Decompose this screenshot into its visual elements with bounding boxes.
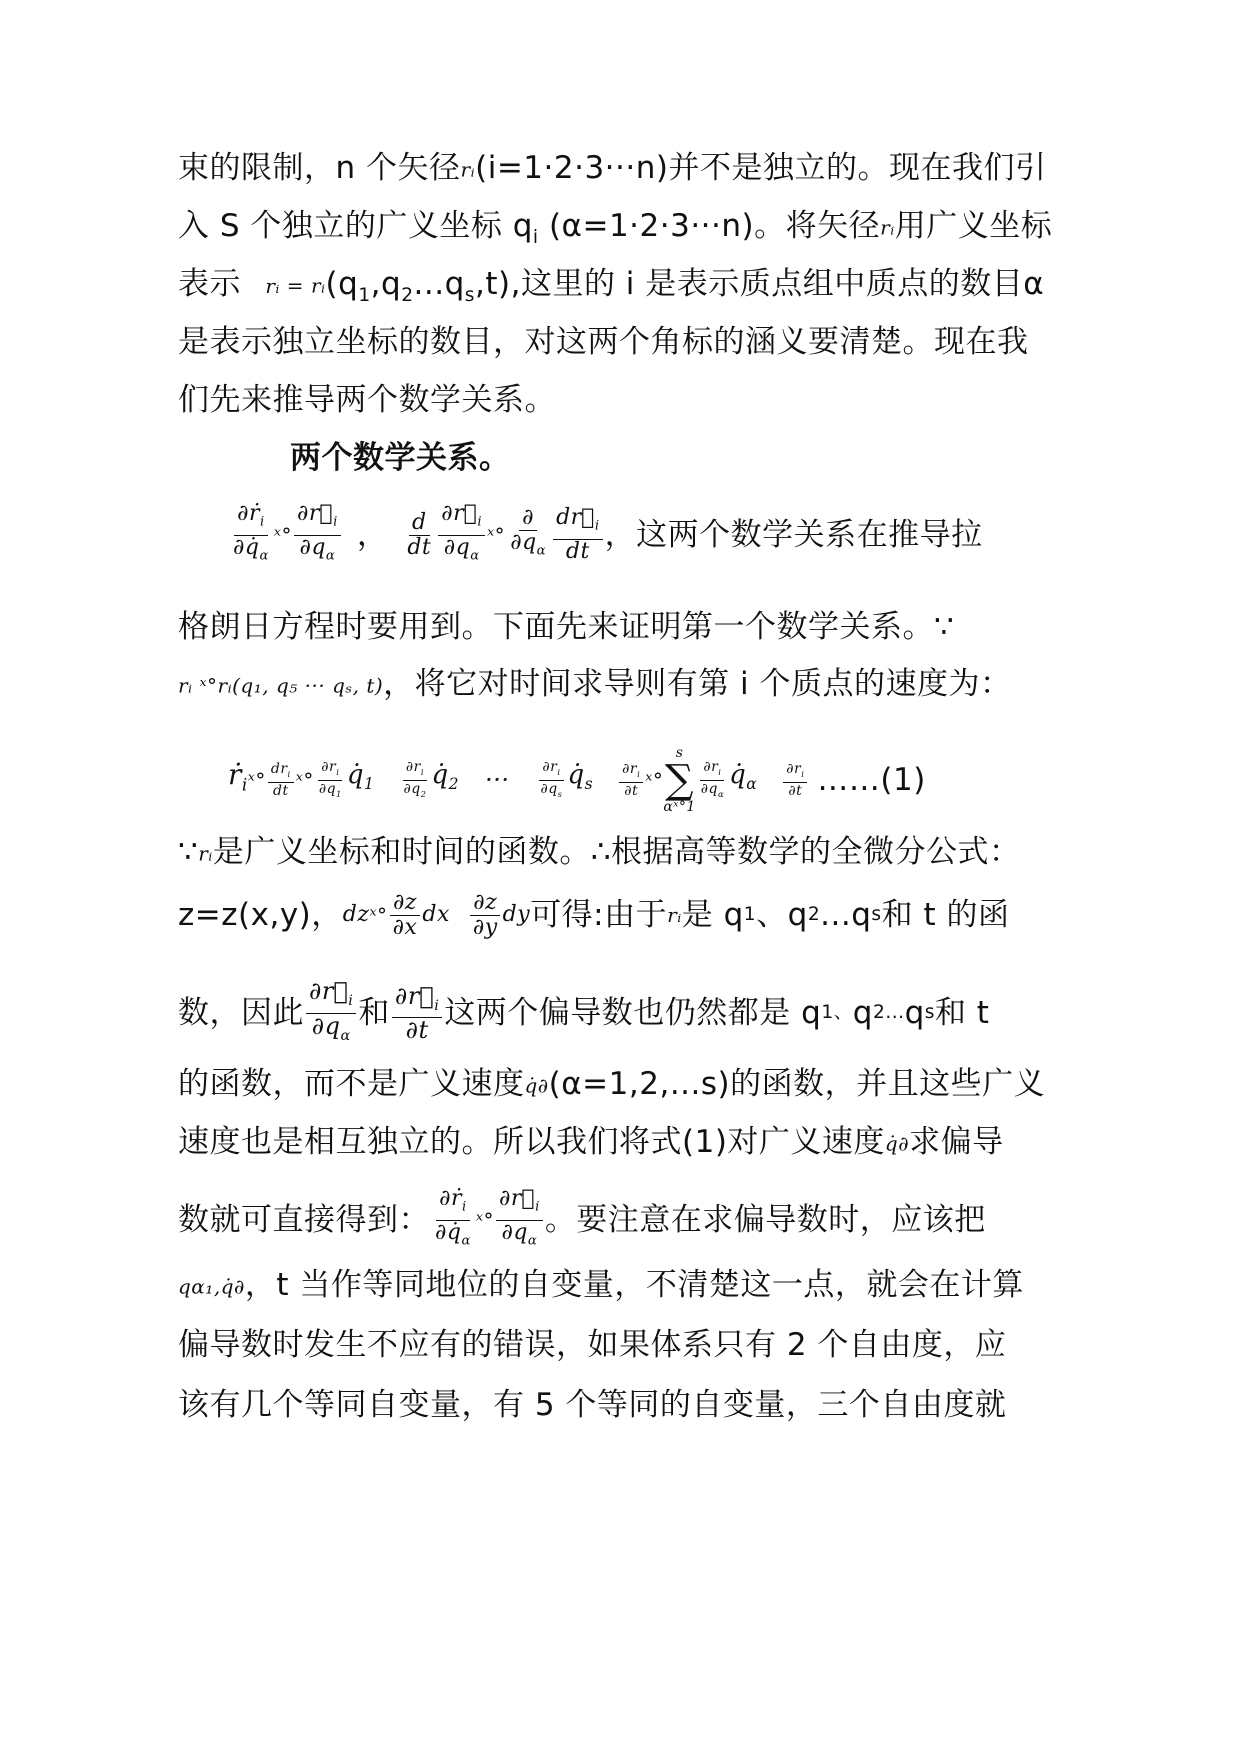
text-line-4: 是表示独立坐标的数目，对这两个角标的涵义要清楚。现在我 xyxy=(178,324,1029,360)
text-line-16: qα₁,q̇∂，t 当作等同地位的自变量，不清楚这一点，就会在计算 xyxy=(178,1267,1024,1303)
fraction-dri-dq2: $\frac{\partial r_i}{\partial q_2}$ xyxy=(403,758,427,799)
equation-1: $ṙ_i$ ˣ° $\frac{dr_i}{dt}$ ˣ° $\frac{\partial r_i}{\partial q_1}$ $q̇_1$ $\frac{\partial r_i}{\partial q_2}$ $q̇_2$ ··· $\frac{\partial r_i}{\partial q_s}$ $q̇_s$ $\frac{\partial r_i}{\partial t}$ ˣ° s ∑ αˣ°1 $\frac{\partial r_i}{\partial q_\alpha}$ $q̇_\alpha$ $\frac{\partial r_i}{\partial t}$ ……(1) xyxy=(228,745,926,815)
generalized-velocity: q̇∂ xyxy=(220,1274,245,1299)
text-line-1: 束的限制，n 个矢径rᵢ(i=1·2·3···n)并不是独立的。现在我们引 xyxy=(178,150,1047,186)
generalized-coordinate: qα₁ xyxy=(178,1274,214,1299)
vector-r-i: rᵢ xyxy=(310,273,326,298)
fraction-dri-dt-partial: $\frac{\partial r_i}{\partial t}$ xyxy=(783,761,807,799)
text-line-15: 数就可直接得到： $\frac{\partial ṙ_i}{\partial q̇_\alpha}$ ˣ° $\frac{\partial r⃗_i}{\partial q_\alpha}$ 。要注意在求偏导数时，应该把 xyxy=(178,1185,1078,1255)
generalized-velocity: q̇∂ xyxy=(884,1131,910,1156)
text-line-7: 格朗日方程时要用到。下面先来证明第一个数学关系。∵ xyxy=(178,609,955,645)
fraction-dri-dt: $\frac{dr⃗_i}{dt}$ xyxy=(553,506,603,563)
vector-r-i: rᵢ xyxy=(880,215,895,240)
fraction-dz-dx: $\frac{\partial z}{\partial x}$ xyxy=(390,891,421,940)
vector-r-i: rᵢ xyxy=(265,273,280,298)
text-line-14: 速度也是相互独立的。所以我们将式(1)对广义速度q̇∂求偏导 xyxy=(178,1124,1004,1160)
text-line-2: 入 S 个独立的广义坐标 $q_i$ (α=1·2·3···n)。将矢径rᵢ用广义坐标 xyxy=(178,208,1053,249)
text-line-3: 表示 rᵢ = $rᵢ(q_1,q_2...q_s,t)$,这里的 i 是表示质点组中质点的数目α xyxy=(178,266,1045,307)
fraction-dri-dt: $\frac{dr_i}{dt}$ xyxy=(268,761,294,799)
fraction-dri-dq1: $\frac{\partial r_i}{\partial q_1}$ xyxy=(318,758,342,799)
fraction-dri-dot-dq-alpha-dot: $\frac{\partial ṙ_i}{\partial q̇_\alpha}$ xyxy=(233,501,269,563)
equation-number: ……(1) xyxy=(817,762,926,798)
fraction-dri-dt-partial: $\frac{\partial r_i}{\partial t}$ xyxy=(619,761,643,799)
fraction-dri-dq-alpha: $\frac{\partial r⃗_i}{\partial q_\alpha}$ xyxy=(306,979,356,1048)
fraction-dri-dot-dq-alpha-dot: $\frac{\partial ṙ_i}{\partial q̇_\alpha}$ xyxy=(435,1186,471,1248)
fraction-dri-dt-partial: $\frac{\partial r⃗_i}{\partial t}$ xyxy=(392,984,442,1043)
text-line-8: rᵢ ˣ°rᵢ(q₁, q₅ ··· qₛ, t)，将它对时间求导则有第 i 个质点的速度为： xyxy=(178,666,1012,702)
vector-r-i: rᵢ xyxy=(460,157,476,182)
text-line-5: 们先来推导两个数学关系。 xyxy=(178,382,556,418)
fraction-partial-dq-alpha: $\frac{\partial}{\partial q_\alpha}$ xyxy=(510,505,547,559)
summation: s ∑ αˣ°1 xyxy=(663,745,696,815)
text-line-11: z=z(x,y)， dz ˣ° $\frac{\partial z}{\partial x}$ dx $\frac{\partial z}{\partial y}$ dy 可得:由于 rᵢ 是 q 1 、q 2 ...q s 和 t 的函 xyxy=(178,889,1010,940)
fraction-dri-dq-alpha: $\frac{\partial r⃗_i}{\partial q_\alpha}$ xyxy=(438,502,485,568)
vector-r-i: rᵢ xyxy=(198,841,213,866)
fraction-dri-dq-alpha: $\frac{\partial r_i}{\partial q_\alpha}$ xyxy=(700,758,725,799)
text-line-12: 数，因此 $\frac{\partial r⃗_i}{\partial q_\alpha}$ 和 $\frac{\partial r⃗_i}{\partial t}$ 这两个偏导数也仍然都是 q 1 、 q 2 ... q s 和 t xyxy=(178,978,1078,1048)
text-line-18: 该有几个等同自变量，有 5 个等同的自变量，三个自由度就 xyxy=(178,1387,1007,1423)
vector-r-i: rᵢ xyxy=(667,903,682,927)
fraction-dri-dq-alpha: $\frac{\partial r⃗_i}{\partial q_\alpha}$ xyxy=(496,1187,543,1253)
text-line-17: 偏导数时发生不应有的错误，如果体系只有 2 个自由度，应 xyxy=(178,1327,1007,1363)
fraction-dri-dqs: $\frac{\partial r_i}{\partial q_s}$ xyxy=(540,758,563,799)
equation-line-relations: $\frac{\partial ṙ_i}{\partial q̇_\alpha}$ ˣ° $\frac{\partial r⃗_i}{\partial q_\alpha}$ ， $\frac{d}{dt}$ $\frac{\partial r⃗_i}{\partial q_\alpha}$ ˣ° $\frac{\partial}{\partial q_\alpha}$ $\frac{dr⃗_i}{dt}$ ，这两个数学关系在推导拉 xyxy=(178,500,1078,570)
text-line-13: 的函数，而不是广义速度q̇∂(α=1,2,...s)的函数，并且这些广义 xyxy=(178,1066,1046,1102)
section-heading: 两个数学关系。 xyxy=(290,440,511,476)
fraction-d-dt: $\frac{d}{dt}$ xyxy=(407,509,432,560)
text-line-10: ∵rᵢ是广义坐标和时间的函数。∴根据高等数学的全微分公式： xyxy=(178,834,1021,870)
position-function-expr: rᵢ ˣ°rᵢ(q₁, q₅ ··· qₛ, t) xyxy=(178,673,384,698)
fraction-dri-dq-alpha: $\frac{\partial r⃗_i}{\partial q_\alpha}$ xyxy=(294,502,341,568)
fraction-dz-dy: $\frac{\partial z}{\partial y}$ xyxy=(470,891,501,940)
generalized-velocity: q̇∂ xyxy=(524,1073,549,1098)
